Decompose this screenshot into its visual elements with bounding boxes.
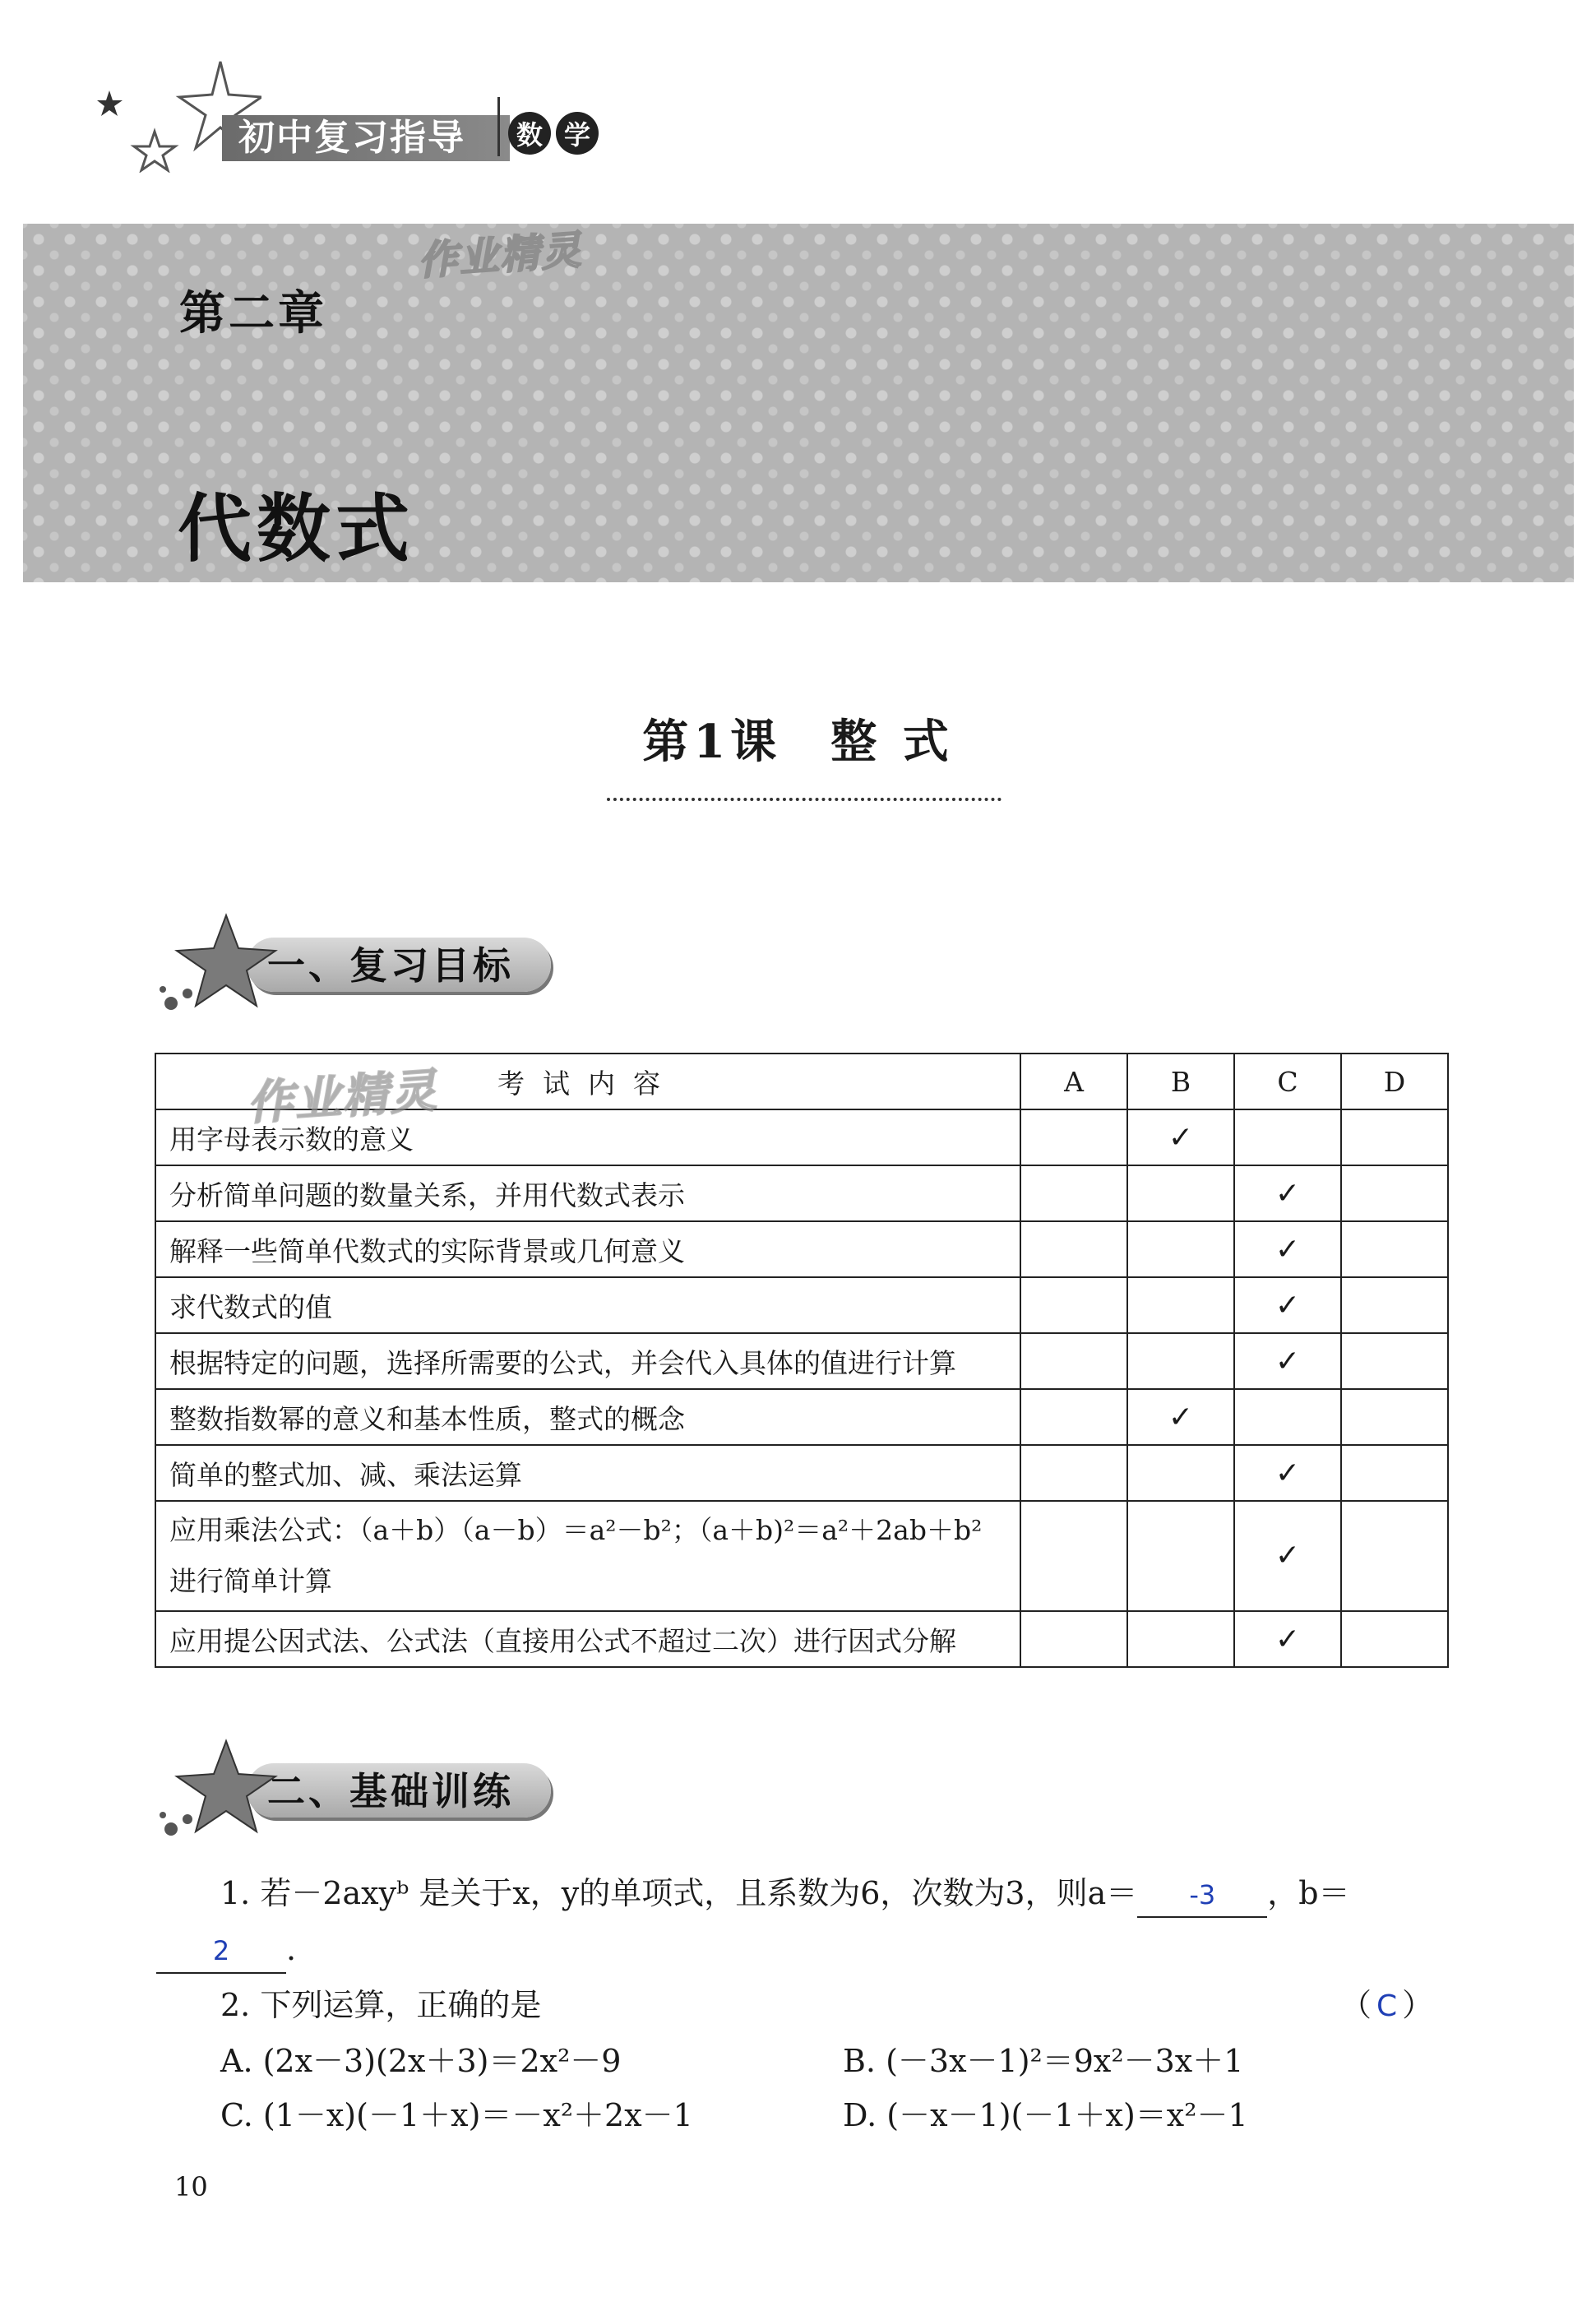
question-1-text: ，b＝ bbox=[1267, 1875, 1350, 1911]
header-separator bbox=[497, 97, 500, 156]
lesson-title bbox=[0, 706, 1596, 771]
check-mark: ✓ bbox=[1234, 1611, 1341, 1667]
chapter-banner bbox=[23, 224, 1574, 582]
answer-choice: C bbox=[1376, 1989, 1398, 2023]
paren-close: ） bbox=[1402, 1987, 1434, 2023]
section-title: 二、基础训练 bbox=[267, 1769, 514, 1813]
subject-badge bbox=[508, 109, 599, 158]
check-mark: ✓ bbox=[1234, 1277, 1341, 1333]
chapter-number: 第二章 bbox=[179, 287, 327, 340]
page-number: 10 bbox=[174, 2171, 208, 2202]
table-row bbox=[155, 1501, 1448, 1611]
question-2-stem: 2. 下列运算，正确的是 bbox=[220, 1987, 542, 2023]
option-d: D. (－x－1)(－1＋x)＝x²－1 bbox=[843, 2097, 1248, 2133]
subject-char: 学 bbox=[556, 112, 599, 155]
section-title: 一、复习目标 bbox=[267, 943, 514, 988]
row-content: 用字母表示数的意义 bbox=[155, 1109, 1020, 1165]
column-header-d: D bbox=[1341, 1054, 1448, 1109]
row-content: 根据特定的问题，选择所需要的公式，并会代入具体的值进行计算 bbox=[155, 1333, 1020, 1389]
check-mark: ✓ bbox=[1234, 1445, 1341, 1501]
row-content-line: 应用乘法公式：（a＋b）（a－b）＝a²－b²；（a＋b)²＝a²＋2ab＋b² bbox=[169, 1514, 983, 1546]
question-1-line1 bbox=[220, 1872, 1350, 1918]
table-row bbox=[155, 1611, 1448, 1667]
row-content: 解释一些简单代数式的实际背景或几何意义 bbox=[155, 1221, 1020, 1277]
row-content: 求代数式的值 bbox=[155, 1277, 1020, 1333]
subject-char: 数 bbox=[508, 112, 551, 155]
question-1-line2 bbox=[156, 1928, 296, 1974]
table-row bbox=[155, 1221, 1448, 1277]
check-mark: ✓ bbox=[1234, 1501, 1341, 1611]
row-content bbox=[155, 1501, 1020, 1611]
column-header-a: A bbox=[1020, 1054, 1127, 1109]
table-row bbox=[155, 1165, 1448, 1221]
answer-blank-a[interactable] bbox=[1137, 1872, 1267, 1918]
column-header-b: B bbox=[1127, 1054, 1234, 1109]
check-mark: ✓ bbox=[1234, 1333, 1341, 1389]
title-dotted-rule bbox=[607, 798, 1002, 801]
row-content: 分析简单问题的数量关系，并用代数式表示 bbox=[155, 1165, 1020, 1221]
check-mark: ✓ bbox=[1234, 1221, 1341, 1277]
section-header-practice bbox=[156, 1737, 584, 1836]
watermark: 作业精灵 bbox=[245, 1063, 440, 1132]
check-mark: ✓ bbox=[1127, 1389, 1234, 1445]
table-row bbox=[155, 1333, 1448, 1389]
objectives-table bbox=[155, 1053, 1449, 1668]
answer-b: 2 bbox=[212, 1935, 230, 1966]
table-row bbox=[155, 1277, 1448, 1333]
row-content: 简单的整式加、减、乘法运算 bbox=[155, 1445, 1020, 1501]
column-header-content: 考试内容 bbox=[155, 1054, 1020, 1109]
row-content: 应用提公因式法、公式法（直接用公式不超过二次）进行因式分解 bbox=[155, 1611, 1020, 1667]
table-row bbox=[155, 1389, 1448, 1445]
lesson-number: 第1课 bbox=[642, 715, 782, 769]
answer-a: -3 bbox=[1189, 1879, 1216, 1910]
option-c: C. (1－x)(－1＋x)＝－x²＋2x－1 bbox=[220, 2097, 693, 2133]
question-1-text: 1. 若－2axyᵇ 是关于x，y的单项式，且系数为6，次数为3，则a＝ bbox=[220, 1875, 1138, 1911]
lesson-name: 整 式 bbox=[830, 715, 954, 769]
section-header-objectives bbox=[156, 911, 584, 1010]
column-header-c: C bbox=[1234, 1054, 1341, 1109]
row-content: 整数指数幂的意义和基本性质，整式的概念 bbox=[155, 1389, 1020, 1445]
book-title: 初中复习指导 bbox=[222, 115, 510, 161]
answer-blank-b[interactable] bbox=[156, 1928, 286, 1974]
table-row bbox=[155, 1445, 1448, 1501]
option-b: B. (－3x－1)²＝9x²－3x＋1 bbox=[843, 2043, 1244, 2079]
row-content-line: 进行简单计算 bbox=[169, 1565, 332, 1597]
check-mark: ✓ bbox=[1234, 1165, 1341, 1221]
option-a: A. (2x－3)(2x＋3)＝2x²－9 bbox=[220, 2043, 622, 2079]
check-mark: ✓ bbox=[1127, 1109, 1234, 1165]
question-1-end: . bbox=[286, 1931, 297, 1967]
paren-open: （ bbox=[1340, 1987, 1372, 2023]
chapter-title: 代数式 bbox=[178, 486, 414, 572]
watermark: 作业精灵 bbox=[416, 227, 585, 285]
question-2-answer-box[interactable] bbox=[1340, 1984, 1433, 2028]
